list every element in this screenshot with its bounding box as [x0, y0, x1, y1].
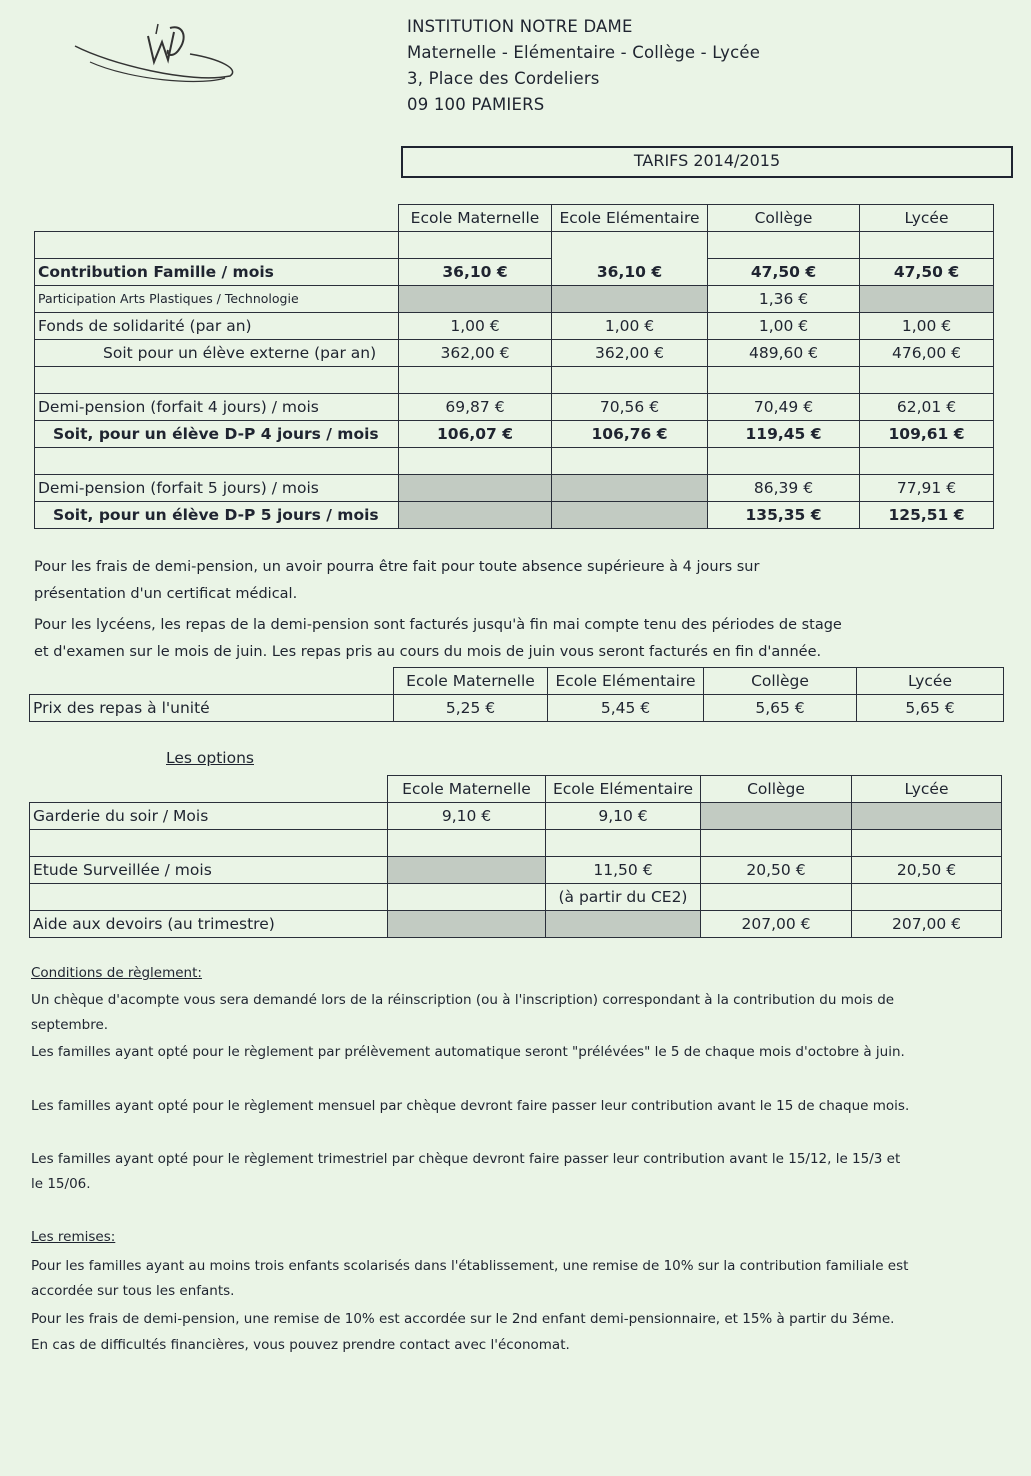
table-row [35, 259, 994, 286]
value-cell: 20,50 € [852, 857, 1002, 884]
value-cell: 1,36 € [708, 286, 860, 313]
value-cell: 106,76 € [552, 421, 708, 448]
row-label: Soit, pour un élève D-P 5 jours / mois [35, 502, 399, 529]
note-line: Pour les lycéens, les repas de la demi-pension sont facturés jusqu'à fin mai compte tenu des périodes de stage [34, 617, 842, 633]
col-header-maternelle: Ecole Maternelle [399, 205, 552, 232]
col-header-lycee: Lycée [857, 668, 1004, 695]
row-label: Soit, pour un élève D-P 4 jours / mois [35, 421, 399, 448]
value-cell: 119,45 € [708, 421, 860, 448]
table-header-row [35, 205, 994, 232]
conditions-text: Les familles ayant opté pour le règlement mensuel par chèque devront faire passer leur contribution avant le 15 de chaque mois. [31, 1098, 910, 1114]
note-line: présentation d'un certificat médical. [34, 586, 298, 602]
value-cell: 62,01 € [860, 394, 994, 421]
value-cell: 109,61 € [860, 421, 994, 448]
value-cell: 207,00 € [852, 911, 1002, 938]
value-cell: 69,87 € [399, 394, 552, 421]
row-label: Demi-pension (forfait 4 jours) / mois [35, 394, 399, 421]
value-cell: 489,60 € [708, 340, 860, 367]
table-row [30, 830, 1002, 857]
value-cell: 5,45 € [548, 695, 704, 722]
value-cell: 9,10 € [546, 803, 701, 830]
main-tariff-table [34, 204, 994, 529]
conditions-text: Les familles ayant opté pour le règlement par prélèvement automatique seront "prélévées" le 5 de chaque mois d'octobre à juin. [31, 1044, 905, 1060]
conditions-text: Un chèque d'acompte vous sera demandé lors de la réinscription (ou à l'inscription) correspondant à la contribution du mois de [31, 992, 895, 1008]
value-cell: 1,00 € [708, 313, 860, 340]
row-label: Demi-pension (forfait 5 jours) / mois [35, 475, 399, 502]
table-row [30, 911, 1002, 938]
col-header-elementaire: Ecole Elémentaire [552, 205, 708, 232]
table-header-row [30, 668, 1004, 695]
value-cell: 476,00 € [860, 340, 994, 367]
row-label: Garderie du soir / Mois [30, 803, 388, 830]
value-cell: 5,65 € [704, 695, 857, 722]
conditions-text: septembre. [31, 1017, 109, 1033]
table-row [35, 286, 994, 313]
row-label: Soit pour un élève externe (par an) [35, 340, 399, 367]
school-logo [70, 14, 240, 94]
value-cell: 70,56 € [552, 394, 708, 421]
value-cell: 9,10 € [388, 803, 546, 830]
col-header-maternelle: Ecole Maternelle [388, 776, 546, 803]
col-header-college: Collège [704, 668, 857, 695]
table-header-row [30, 776, 1002, 803]
col-header-lycee: Lycée [860, 205, 994, 232]
table-row [35, 394, 994, 421]
row-label: Participation Arts Plastiques / Technologie [35, 286, 399, 313]
conditions-title: Conditions de règlement: [31, 965, 202, 981]
row-label: Contribution Famille / mois [35, 259, 399, 286]
col-header-elementaire: Ecole Elémentaire [548, 668, 704, 695]
value-cell: 362,00 € [552, 340, 708, 367]
note-line: Pour les frais de demi-pension, un avoir pourra être fait pour toute absence supérieure à 4 jours sur [34, 559, 760, 575]
col-header-elementaire: Ecole Elémentaire [546, 776, 701, 803]
value-cell: 86,39 € [708, 475, 860, 502]
table-row [35, 367, 994, 394]
value-cell: 362,00 € [399, 340, 552, 367]
tarifs-title: TARIFS 2014/2015 [401, 146, 1013, 178]
table-row [35, 232, 994, 259]
value-cell: 70,49 € [708, 394, 860, 421]
etude-note: (à partir du CE2) [546, 884, 701, 911]
table-row [35, 421, 994, 448]
institution-name: INSTITUTION NOTRE DAME [407, 17, 633, 36]
table-row [35, 475, 994, 502]
remises-text: accordée sur tous les enfants. [31, 1283, 235, 1299]
value-cell: 11,50 € [546, 857, 701, 884]
institution-city: 09 100 PAMIERS [407, 95, 545, 114]
value-cell: 125,51 € [860, 502, 994, 529]
row-label: Prix des repas à l'unité [30, 695, 394, 722]
row-label: Etude Surveillée / mois [30, 857, 388, 884]
note-line: et d'examen sur le mois de juin. Les repas pris au cours du mois de juin vous seront facturés en fin d'année. [34, 644, 822, 660]
value-cell: 47,50 € [708, 259, 860, 286]
remises-text: En cas de difficultés financières, vous pouvez prendre contact avec l'économat. [31, 1337, 570, 1353]
col-header-college: Collège [708, 205, 860, 232]
table-row [30, 857, 1002, 884]
table-row [35, 448, 994, 475]
value-cell: 1,00 € [860, 313, 994, 340]
value-cell: 47,50 € [860, 259, 994, 286]
remises-text: Pour les familles ayant au moins trois enfants scolarisés dans l'établissement, une remise de 10% sur la contribution familiale est [31, 1258, 909, 1274]
value-cell: 5,25 € [394, 695, 548, 722]
table-row [35, 502, 994, 529]
value-cell: 36,10 € [399, 259, 552, 286]
value-cell: 135,35 € [708, 502, 860, 529]
options-title: Les options [166, 749, 254, 767]
col-header-lycee: Lycée [852, 776, 1002, 803]
table-row [30, 884, 1002, 911]
table-row [35, 313, 994, 340]
col-header-maternelle: Ecole Maternelle [394, 668, 548, 695]
value-cell: 77,91 € [860, 475, 994, 502]
table-row [30, 803, 1002, 830]
value-cell: 106,07 € [399, 421, 552, 448]
row-label: Fonds de solidarité (par an) [35, 313, 399, 340]
conditions-text: Les familles ayant opté pour le règlement trimestriel par chèque devront faire passer leur contribution avant le 15/12, le 15/3 et [31, 1151, 901, 1167]
remises-text: Pour les frais de demi-pension, une remise de 10% est accordée sur le 2nd enfant demi-pensionnaire, et 15% à partir du 3éme. [31, 1311, 895, 1327]
institution-address: 3, Place des Cordeliers [407, 69, 600, 88]
table-row [30, 695, 1004, 722]
row-label: Aide aux devoirs (au trimestre) [30, 911, 388, 938]
value-cell: 207,00 € [701, 911, 852, 938]
table-row [35, 340, 994, 367]
value-cell: 36,10 € [552, 259, 708, 286]
repas-table [29, 667, 1004, 722]
value-cell: 1,00 € [552, 313, 708, 340]
col-header-college: Collège [701, 776, 852, 803]
conditions-text: le 15/06. [31, 1176, 91, 1192]
remises-title: Les remises: [31, 1229, 116, 1245]
options-table [29, 775, 1002, 938]
value-cell: 1,00 € [399, 313, 552, 340]
institution-levels: Maternelle - Elémentaire - Collège - Lycée [407, 43, 761, 62]
value-cell: 20,50 € [701, 857, 852, 884]
value-cell: 5,65 € [857, 695, 1004, 722]
